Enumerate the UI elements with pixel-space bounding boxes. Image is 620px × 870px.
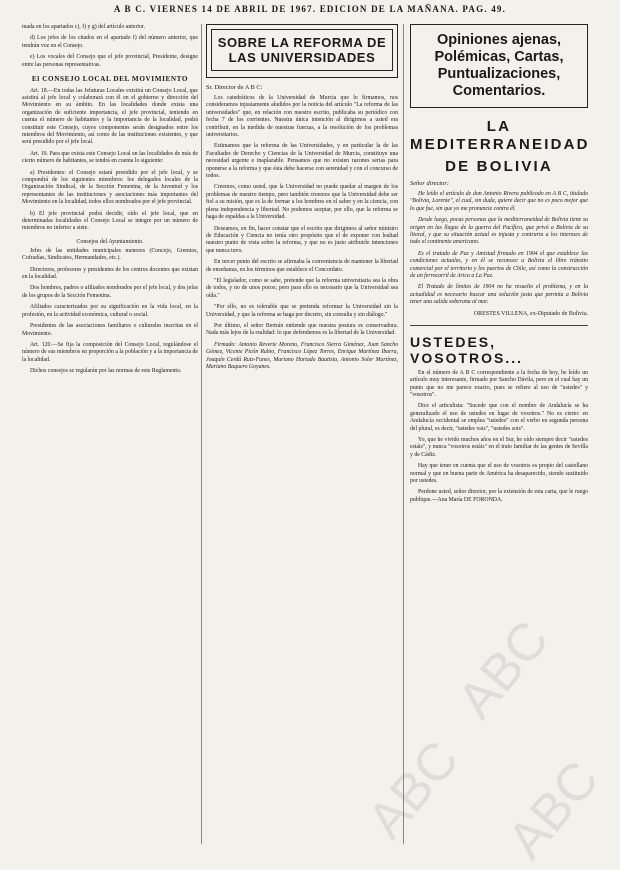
signature: Perdone usted, señor director, por la extensión de esta carta, que le ruego publique.—Ana María DE FORONDA. <box>410 489 588 503</box>
paragraph: d) Los jefes de los citados en el apartado f) del número anterior, que tendrán voz en el Consejo. <box>22 35 198 49</box>
paragraph: Es el tratado de Paz y Amistad firmado en 1904 el que establece las condiciones actuales, y en él se reconoce a Bolivia el libre tránsito comercial por el territorio y los puertos de Chile, así como la construcción de un ferrocarril de Arica a La Paz. <box>410 250 588 280</box>
signatures: Firmado: Antonio Reverte Moreno, Francisco Sierra Giménez, Juan Sancho Gómez, Vicente Picón Rubio, Francisco López Torres, Enrique Martínez Ibarra, Joaquín Cerdá Ruiz-Funes, Mariano Hurtado Bautista, Antonio Soler Martínez, Mariano Baquero Goyanes. <box>206 341 398 370</box>
paragraph: Los catedráticos de la Universidad de Murcia que lo firmamos, nos consideramos injustamente aludidos por la noticia del artículo "La reforma de las universidades" que, en relación con nuestro escrito, publicaba su periódico con fecha 7 de los corrientes. Nuestra única intención al dirigirnos a usted era contribuir, en la medida de nuestras fuerzas, a la resolución de los problemas universitarios. <box>206 95 398 139</box>
paragraph: Yo, que he vivido muchos años en el Sur, he oído siempre decir "ustedes estáis", y nunca "vosotros estáis" en el trato familiar de las gentes de Sevilla y de Cádiz. <box>410 436 588 458</box>
paragraph: Jefes de las entidades municipales menores (Concejo, Gremios, Cofradías, Sindicatos, Hermandades, etc.). <box>22 247 198 262</box>
column-right <box>410 24 588 508</box>
article-title-box <box>206 24 398 78</box>
paragraph: Art. 120.—Se fija la composición del Consejo Local, regulándose el número de sus miembros en proporción a la población y a la importancia de la localidad. <box>22 341 198 363</box>
column-middle <box>206 24 398 375</box>
watermark: ABC <box>496 750 611 870</box>
article-title: SOBRE LA REFORMA DE LAS UNIVERSIDADES <box>217 35 387 65</box>
paragraph: Creemos, como usted, que la Universidad no puede quedar al margen de los problemas de nuestro tiempo, pero también creemos que la Universidad debe ser fiel a su misión, que es la de formar a los hombres en el saber y en la ciencia, con plena independencia y libertad. No podemos aceptar, por ello, que la reforma se haga de espaldas a la Universidad. <box>206 184 398 221</box>
section-heading: El CONSEJO LOCAL DEL MOVIMIENTO <box>31 75 189 84</box>
paragraph: Afiliados caracterizados por su significación en la vida local, en la profesión, en la actividad económica, cultural o social. <box>22 304 198 318</box>
paragraph: Presidentes de las asociaciones familiares o culturales inscritas en el Movimiento. <box>22 323 198 337</box>
paragraph: Art. 18.—En todas las Jefaturas Locales existirá un Consejo Local, que asistirá al jefe local y colaborará con él en el gobierno y dirección del Movimiento en su ámbito. En las localidades donde exista una organización de suficiente importancia, el jefe provincial, teniendo en cuenta el número de habitantes y la importancia de la localidad, podrá constituir este Consejo, cuyos componentes serán designados entre los miembros del Movimiento, así como de las instituciones existentes, y que será presidido por el jefe local. <box>22 87 198 146</box>
paragraph: "El legislador, como se sabe, pretende que la reforma universitaria sea la obra de todos, y no de unos pocos; pero para ello es necesario que la Universidad sea oída." <box>206 277 398 299</box>
paragraph: Deseamos, en fin, hacer constar que el escrito que dirigimos al señor ministro de Educación y Ciencia no tenía otro propósito que el de exponer con lealtad nuestro punto de vista sobre la reforma, y que no es justo atribuirle intenciones que nunca tuvo. <box>206 225 398 254</box>
column-rule <box>403 24 404 844</box>
paragraph: a) Presidentes: el Consejo estará presidido por el jefe local, y se compondrá de los siguientes miembros: los delegados locales de la Organización Sindical, de la Sección Femenina, de la Juventud y los representantes de las instituciones y asociaciones más importantes del Movimiento en la localidad, todos ellos nombrados por el jefe provincial. <box>22 169 198 206</box>
article-headline: USTEDES, VOSOTROS... <box>410 333 524 366</box>
paragraph: b) El jefe provincial podrá decidir, oído el jefe local, que en determinadas localidades el Consejo Local se integre por un número de miembros no inferior a siete. <box>22 210 198 232</box>
watermark: ABC <box>356 730 471 850</box>
paragraph: En tercer punto del escrito se afirmaba la conveniencia de mantener la libertad de enseñanza, en los términos que establece el Concordato. <box>206 259 398 273</box>
paragraph: El Tratado de límites de 1904 no ha resuelto el problema, y en la actualidad es necesario buscar una solución justa que permita a Bolivia tener una salida soberana al mar. <box>410 284 588 306</box>
column-left <box>22 24 198 380</box>
paragraph: Art. 19. Para que exista este Consejo Local en las localidades de más de cierto número de habitantes, se tendrá en cuenta lo siguiente: <box>22 150 198 165</box>
paragraph: He leído el artículo de don Antonio Rivera publicado en A B C, titulado "Bolivia, Lorente", el cual, sin duda, quiere decir que no es poco mejor que lo que fue, sin que yo me pronuncie contra él. <box>410 191 588 212</box>
paragraph: Dice el articulista: "Sucede que con el nombre de Andalucía se ha generalizado el uso de ustedes en lugar de vosotros." No es cierto: en Andalucía occidental se emplea "ustedes" con el verbo en segunda persona del plural, es decir, "ustedes vais", "ustedes sois". <box>410 403 588 432</box>
paragraph: Dos hombres, padres o afiliados nombrados por el jefe local, y dos jefas de los grupos de la Sección Femenina. <box>22 285 198 299</box>
signature: ORESTES VILLENA, ex-Diputado de Bolivia. <box>473 310 588 317</box>
divider <box>410 325 588 326</box>
paragraph: Dichos consejos se regularán por las normas de este Reglamento. <box>30 368 182 375</box>
paragraph: "Por ello, no es tolerable que se pretenda reformar la Universidad sin la Universidad, y que la reforma se haga por decreto, sin consulta y sin diálogo." <box>206 304 398 318</box>
watermark: ABC <box>446 610 561 730</box>
column-rule <box>201 24 202 844</box>
salutation: Señor director: <box>410 180 449 187</box>
subheading: Consejos del Ayuntamiento. <box>76 238 144 245</box>
paragraph: Hay que tener en cuenta que el uso de vosotros es propio del castellano normal y que en buena parte de América ha desaparecido, siendo sustituido por ustedes. <box>410 463 588 484</box>
salutation: Sr. Director de A B C: <box>206 84 263 91</box>
article-headline: DE BOLIVIA <box>445 158 553 175</box>
section-title-box <box>410 24 588 108</box>
paragraph: En el número de A B C correspondiente a la fecha de hoy, he leído un artículo muy interesante, firmado por Sancho Dávila, pero en el cual hay un punto que no me parece exacto, pues se refiere al uso de "ustedes" y "vosotros". <box>410 369 588 398</box>
article-headline: LA MEDITERRANEIDAD <box>410 118 590 153</box>
paragraph: Por último, el señor Bertrán entiende que nuestra postura es conservadora. Nada más lejos de la realidad: lo que defendemos es la libertad de la Universidad. <box>206 322 398 337</box>
paragraph: Desde luego, pocas personas que la mediterraneidad de Bolivia tiene su origen en las llagas de la guerra del Pacífico, que privó a Bolivia de su litoral, y que su situación actual es injusta y contraria a los intereses de todo el continente americano. <box>410 217 588 246</box>
paragraph: Directores, profesores y presidentes de los centros docentes que existan en la localidad. <box>22 266 198 281</box>
page-header: A B C. VIERNES 14 DE ABRIL DE 1967. EDICION DE LA MAÑANA. PAG. 49. <box>113 4 507 14</box>
paragraph: Estimamos que la reforma de las Universidades, y en particular la de las Facultades de Derecho y Ciencias de la Universidad de Murcia, constituye una necesidad urgente e inaplazable. Pensamos que no existen razones serias para oponerse a la reforma y que ésta debe hacerse con serenidad y con el concurso de todos. <box>206 143 398 180</box>
paragraph: e) Los vocales del Consejo que el jefe provincial, Presidente, designe entre las personas representativas. <box>22 54 198 68</box>
paragraph: mada en los apartados c), f) y g) del artículo anterior. <box>22 24 145 30</box>
section-title: Opiniones ajenas, Polémicas, Cartas, Puntualizaciones, Comentarios. <box>434 32 564 99</box>
